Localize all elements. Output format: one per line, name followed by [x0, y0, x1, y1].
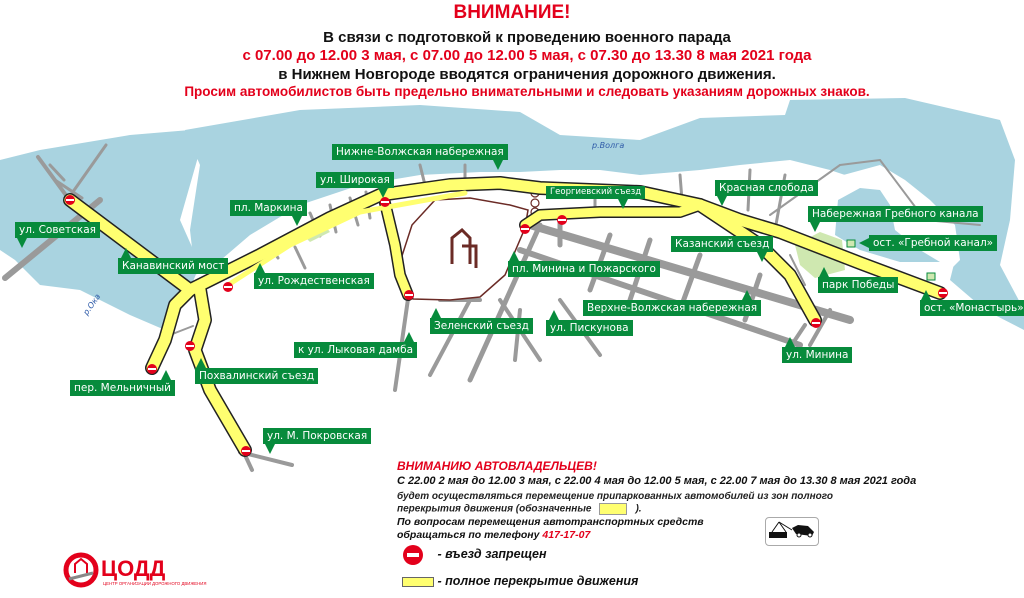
label-ost-monastyr: ост. «Монастырь»	[920, 300, 1024, 316]
label-melnichny: пер. Мельничный	[70, 380, 175, 396]
header-line-1: В связи с подготовкой к проведению военного парада	[323, 29, 731, 46]
header-line-3: в Нижнем Новгороде вводятся ограничения дорожного движения.	[278, 66, 776, 83]
label-grebnoy-kanal-emb: Набережная Гребного канала	[808, 206, 983, 222]
bus-stop-icon	[847, 240, 855, 247]
yellow-swatch	[599, 503, 627, 515]
legend-no-entry	[402, 544, 547, 566]
header-dates: с 07.00 до 12.00 3 мая, с 07.00 до 12.00 5 мая, с 07.30 до 13.30 8 мая 2021 года	[242, 47, 812, 64]
no-entry-icon	[185, 341, 195, 351]
pointer	[549, 310, 559, 320]
codd-logo	[63, 551, 213, 589]
phone-number[interactable]: 417-17-07	[542, 529, 591, 541]
no-entry-icon	[938, 288, 948, 298]
yellow-road-swatch	[402, 577, 434, 587]
pointer	[509, 251, 519, 261]
pointer	[255, 263, 265, 273]
pointer	[493, 160, 503, 170]
no-entry-icon	[557, 215, 567, 225]
notice-line-3-text: перекрытия движения (обозначенные	[397, 503, 592, 515]
no-entry-icon	[520, 224, 530, 234]
label-ul-minina: ул. Минина	[782, 347, 852, 363]
pointer	[742, 290, 752, 300]
river-volga-label: р.Волга	[592, 141, 625, 150]
notice-line-2: будет осуществляться перемещение припаркованных автомобилей из зон полного	[397, 491, 833, 502]
label-minina-pozharskogo: пл. Минина и Пожарского	[508, 261, 660, 277]
pointer	[859, 238, 869, 248]
legend-no-entry-text: - въезд запрещен	[437, 547, 547, 562]
notice-line-3	[397, 503, 642, 515]
label-zelensky: Зеленский съезд	[430, 318, 533, 334]
no-entry-icon	[404, 290, 414, 300]
label-shirokaya: ул. Широкая	[316, 172, 394, 188]
kremlin-wall	[400, 198, 528, 300]
pointer	[121, 248, 131, 258]
label-sovetskaya: ул. Советская	[15, 222, 100, 238]
pointer	[196, 358, 206, 368]
no-entry-icon	[811, 318, 821, 328]
notice-line-5	[397, 529, 590, 541]
pointer	[717, 196, 727, 206]
label-nizhne-volzhskaya: Нижне-Волжская набережная	[332, 144, 508, 160]
notice-phone-text: обращаться по телефону	[397, 529, 540, 541]
pointer	[810, 222, 820, 232]
pointer	[292, 216, 302, 226]
label-verkhne-volzhskaya: Верхне-Волжская набережная	[583, 300, 761, 316]
pointer	[431, 308, 441, 318]
no-entry-icon	[65, 195, 75, 205]
notice-dates: С 22.00 2 мая до 12.00 3 мая, с 22.00 4 мая до 12.00 5 мая, с 22.00 7 мая до 13.30 8 мая 2021 года	[397, 475, 917, 487]
no-entry-icon	[402, 544, 424, 566]
pointer	[819, 267, 829, 277]
label-rozhdestvenskaya: ул. Рождественская	[254, 273, 374, 289]
label-krasnaya-sloboda: Красная слобода	[715, 180, 818, 196]
logo-subtitle: ЦЕНТР ОРГАНИЗАЦИИ ДОРОЖНОГО ДВИЖЕНИЯ	[103, 581, 207, 586]
label-lykovaya: к ул. Лыковая дамба	[294, 342, 417, 358]
pointer	[785, 337, 795, 347]
label-markina: пл. Маркина	[230, 200, 307, 216]
no-entry-icon	[147, 364, 157, 374]
label-m-pokrovskaya: ул. М. Покровская	[263, 428, 371, 444]
label-park-pobedy: парк Победы	[818, 277, 898, 293]
pointer	[757, 252, 767, 262]
no-entry-icon	[241, 446, 251, 456]
pointer	[618, 199, 628, 209]
pointer	[921, 290, 931, 300]
page-title: ВНИМАНИЕ!	[453, 2, 571, 23]
no-entry-icon	[223, 282, 233, 292]
pointer	[161, 370, 171, 380]
header-appeal: Просим автомобилистов быть предельно внимательными и следовать указаниям дорожных знаков.	[184, 84, 870, 99]
label-kazansky: Казанский съезд	[671, 236, 773, 252]
logo-name: ЦОДД	[101, 556, 166, 581]
tow-truck-icon	[765, 517, 819, 546]
river-oka-label: р.Ока	[81, 292, 103, 317]
label-kanavinsky-most: Канавинский мост	[118, 258, 228, 274]
notice-title: ВНИМАНИЮ АВТОВЛАДЕЛЬЦЕВ!	[397, 459, 597, 473]
pointer	[378, 188, 388, 198]
label-ost-grebnoy: ост. «Гребной канал»	[869, 235, 997, 251]
bus-stop-icon	[927, 273, 935, 280]
pointer	[404, 332, 414, 342]
notice-line-3-end: ).	[635, 503, 642, 515]
no-entry-icon	[380, 197, 390, 207]
notice-line-4: По вопросам перемещения автотранспортных средств	[397, 516, 704, 528]
label-piskunova: ул. Пискунова	[546, 320, 633, 336]
label-pokhvalinsky: Похвалинский съезд	[195, 368, 318, 384]
pointer	[17, 238, 27, 248]
pointer	[265, 444, 275, 454]
legend-closure-text: - полное перекрытие движения	[437, 574, 639, 588]
legend-closure	[402, 574, 638, 588]
label-georgievsky: Георгиевский съезд	[546, 186, 645, 199]
